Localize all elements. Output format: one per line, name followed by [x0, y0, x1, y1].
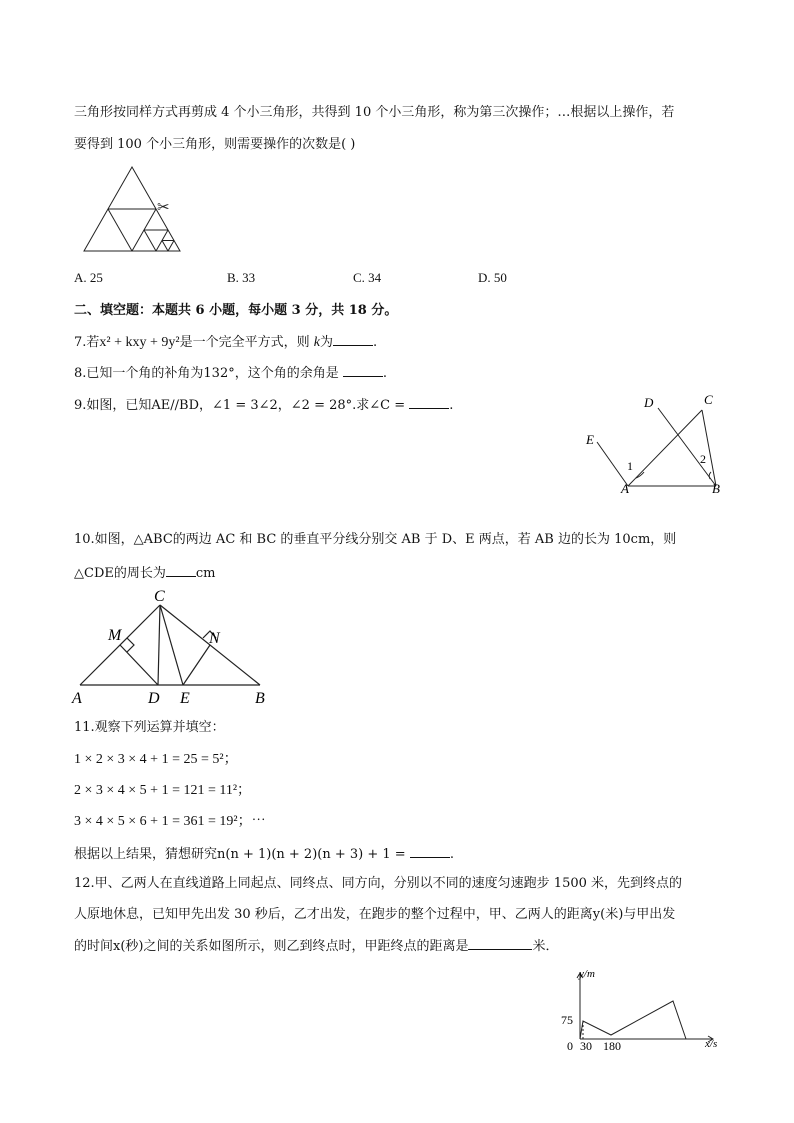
q11-title: 11.观察下列运算并填空：	[74, 720, 225, 735]
q10-label-c: C	[154, 588, 165, 605]
q10-label-n: N	[209, 630, 220, 647]
q11-eq1: 1 × 2 × 3 × 4 + 1 = 25 = 5²；	[74, 752, 238, 767]
q12-line3-pre: 的时间x(秒)之间的关系如图所示，则乙到终点时，甲距终点的距离是	[74, 939, 469, 954]
q9-label-a: A	[621, 481, 629, 496]
q12-origin: 0	[567, 1039, 573, 1053]
q10-line2-pre: △CDE的周长为	[74, 566, 166, 581]
q12-graph	[555, 965, 730, 1055]
q8-answer-blank[interactable]	[343, 364, 383, 377]
q9-label-b: B	[712, 481, 720, 496]
q7-variable: k	[313, 335, 320, 350]
q9-label-angle1: 1	[627, 459, 633, 473]
q12-y75: 75	[561, 1013, 573, 1027]
section2-count: 6	[195, 303, 205, 318]
q10-figure	[70, 585, 280, 710]
q9-label-angle2: 2	[700, 452, 706, 466]
q11-eq3: 3 × 4 × 5 × 6 + 1 = 361 = 19²；⋯	[74, 814, 266, 829]
q9-label-e: E	[586, 432, 594, 447]
q9-label-c: C	[704, 392, 713, 407]
q7-mid: 是一个完全平方式，则	[179, 335, 314, 350]
q10-line1: 10.如图，△ABC的两边 AC 和 BC 的垂直平分线分别交 AB 于 D、E 两点，若 AB 边的长为 10cm，则	[74, 532, 677, 547]
section2-middle: 小题，每小题	[204, 303, 292, 318]
section2-middle2: 分，共	[300, 303, 349, 318]
q12-line2: 人原地休息，已知甲先出发 30 秒后，乙才出发，在跑步的整个过程中，甲、乙两人的距离y(米)与甲出发	[74, 907, 676, 922]
q9-figure	[580, 390, 730, 500]
q12-line3	[74, 937, 559, 956]
q7-num: 7.	[74, 335, 87, 350]
q7: 7.若x² + kxy + 9y²是一个完全平方式，则 k为 .	[74, 335, 378, 350]
q12-x30: 30	[580, 1039, 592, 1053]
q12-answer-blank[interactable]	[468, 937, 532, 950]
q10-label-d: D	[148, 690, 160, 707]
scissors-icon: ✂	[157, 200, 170, 216]
q6-line1: 三角形按同样方式再剪成 4 个小三角形，共得到 10 个小三角形，称为第三次操作；…根据以上操作，若	[74, 105, 675, 120]
option-a: A. 25	[74, 270, 103, 285]
q11-conclusion: 根据以上结果，猜想研究n(n + 1)(n + 2)(n + 3) + 1 = .	[74, 847, 454, 862]
q10-unit: cm	[195, 566, 216, 581]
q11-answer-blank[interactable]	[410, 845, 450, 858]
q12-x180: 180	[603, 1039, 621, 1053]
q10-answer-blank[interactable]	[166, 564, 196, 577]
q11-conclusion-text: 根据以上结果，猜想研究n(n + 1)(n + 2)(n + 3) + 1 =	[74, 847, 406, 862]
section2-prefix: 二、填空题：本题共	[74, 303, 196, 318]
section2-score: 3	[291, 303, 301, 318]
q11-eq2: 2 × 3 × 4 × 5 + 1 = 121 = 11²；	[74, 783, 252, 798]
q8: 8.已知一个角的补角为132°，这个角的余角是 .	[74, 366, 387, 381]
option-c: C. 34	[353, 270, 382, 285]
q10-label-a: A	[72, 690, 82, 707]
q7-pre: 若	[86, 335, 100, 350]
q9-answer-blank[interactable]	[409, 396, 449, 409]
q6-triangle-figure	[80, 165, 190, 255]
q9-text: 9.如图，已知AE//BD，∠1 = 3∠2，∠2 = 28°.求∠C =	[74, 398, 406, 413]
q10-label-b: B	[255, 690, 265, 707]
q9-label-d: D	[644, 395, 654, 410]
q12-ylabel: y/m	[579, 968, 595, 980]
section2-total: 18	[348, 303, 367, 318]
section2-heading	[74, 302, 397, 320]
q7-answer-blank[interactable]	[333, 333, 373, 346]
section2-suffix: 分。	[366, 303, 398, 318]
q10-line2	[74, 564, 215, 583]
q7-post: 为	[319, 335, 333, 350]
option-b: B. 33	[227, 270, 256, 285]
q9: 9.如图，已知AE//BD，∠1 = 3∠2，∠2 = 28°.求∠C = .	[74, 398, 454, 413]
q10-label-m: M	[108, 627, 122, 644]
q6-line2: 要得到 100 个小三角形，则需要操作的次数是( )	[74, 137, 356, 152]
q12-line1: 12.甲、乙两人在直线道路上同起点、同终点、同方向，分别以不同的速度匀速跑步 1500 米，先到终点的	[74, 876, 683, 891]
q8-text: 8.已知一个角的补角为132°，这个角的余角是	[74, 366, 339, 381]
q10-label-e: E	[180, 690, 190, 707]
q7-expression: x² + kxy + 9y²	[99, 335, 180, 350]
option-d: D. 50	[478, 270, 507, 285]
q12-line3-post: 米．	[532, 939, 559, 954]
q12-xlabel: x/s	[705, 1038, 718, 1050]
